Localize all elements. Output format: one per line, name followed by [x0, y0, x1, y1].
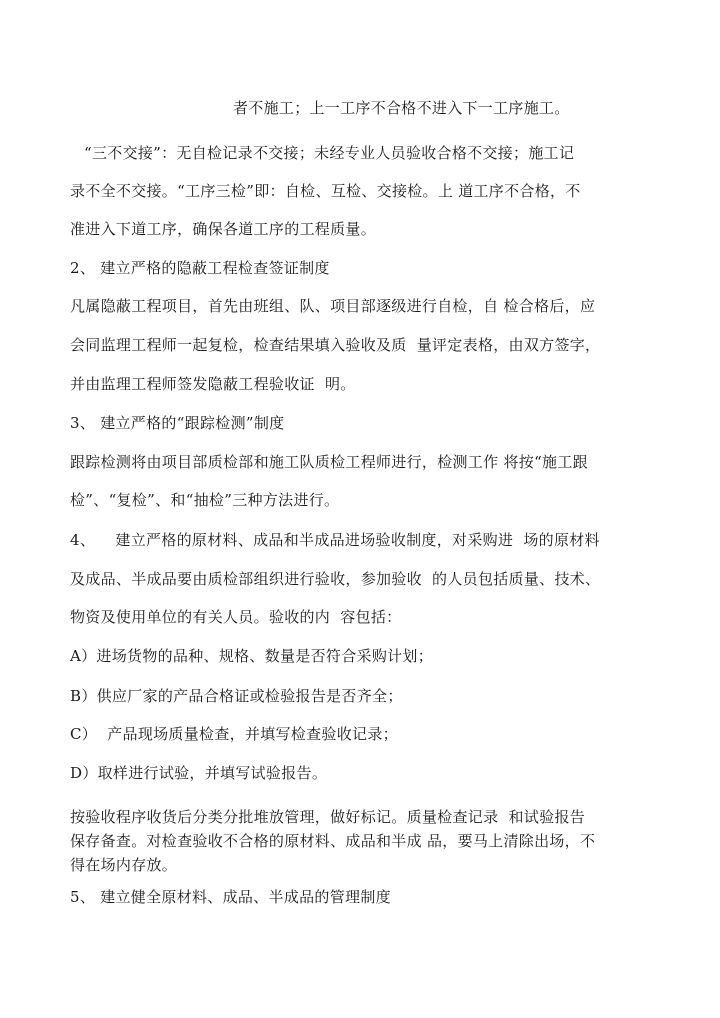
- text-line: 保存备查。对检查验收不合格的原材料、成品和半成 品，要马上清除出场，不: [70, 832, 596, 850]
- text-line: 得在场内存放。: [70, 856, 178, 874]
- text-line: 录不全不交接。“工序三检”即：自检、互检、交接检。上 道工序不合格，不: [70, 182, 581, 200]
- text-line: 及成品、半成品要由质检部组织进行验收，参加验收 的人员包括质量、技术、: [70, 570, 601, 588]
- text-line: 检”、“复检”、和“抽检”三种方法进行。: [70, 491, 340, 509]
- text-line: 跟踪检测将由项目部质检部和施工队质检工程师进行，检测工作 将按“施工跟: [70, 453, 588, 471]
- text-line: 准进入下道工序，确保各道工序的工程质量。: [70, 220, 377, 238]
- text-line: 物资及使用单位的有关人员。验收的内 容包括：: [70, 608, 402, 626]
- section-heading: 2、 建立严格的隐蔽工程检查签证制度: [70, 259, 330, 277]
- text-line: 并由监理工程师签发隐蔽工程验收证 明。: [70, 375, 356, 393]
- section-heading: 3、 建立严格的“跟踪检测”制度: [70, 414, 285, 432]
- text-line: 按验收程序收货后分类分批堆放管理，做好标记。质量检查记录 和试验报告: [70, 808, 586, 826]
- list-item: A）进场货物的品种、规格、数量是否符合采购计划；: [70, 647, 434, 665]
- list-item: B）供应厂家的产品合格证或检验报告是否齐全；: [70, 687, 403, 705]
- text-line: “三不交接”：无自检记录不交接；未经专业人员验收合格不交接；施工记: [84, 144, 575, 162]
- list-item: D）取样进行试验，并填写试验报告。: [70, 764, 328, 782]
- text-line: 凡属隐蔽工程项目，首先由班组、队、项目部逐级进行自检，自 检合格后，应: [70, 297, 596, 315]
- text-line: 会同监理工程师一起复检，检查结果填入验收及质 量评定表格，由双方签字，: [70, 336, 601, 354]
- text-line: 者不施工；上一工序不合格不进入下一工序施工。: [233, 99, 570, 117]
- list-item: C） 产品现场质量检查，并填写检查验收记录；: [70, 725, 398, 743]
- section-heading: 5、 建立健全原材料、成品、半成品的管理制度: [70, 888, 391, 906]
- section-heading: 4、 建立严格的原材料、成品和半成品进场验收制度，对采购进 场的原材料: [70, 531, 600, 549]
